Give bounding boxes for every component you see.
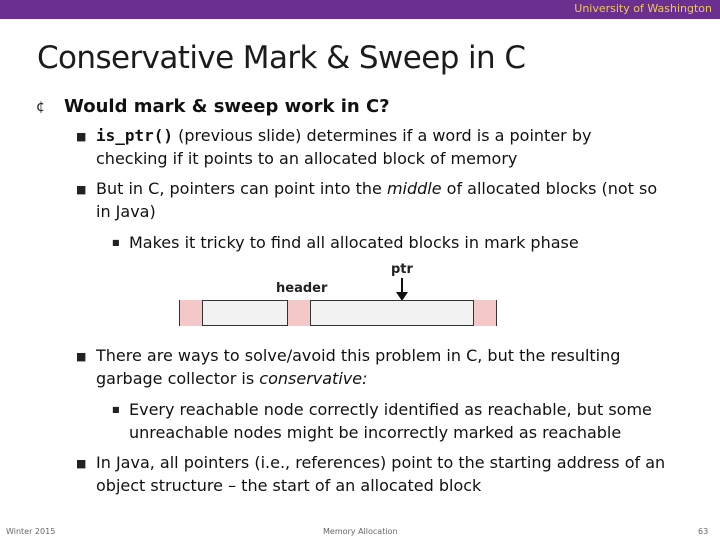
bullet-conservative	[96, 344, 696, 390]
sub-bullet-mark-phase: Makes it tricky to find all allocated blocks in mark phase	[129, 233, 579, 252]
main-bullet-text: Would mark & sweep work in C?	[64, 96, 390, 117]
b4-line1: In Java, all pointers (i.e., references) point to the starting address of an	[96, 453, 666, 472]
small-square-bullet-icon: ■	[112, 405, 120, 414]
page-number: 63	[698, 527, 709, 536]
sub-bullet-reachable	[129, 398, 699, 444]
slide-title: Conservative Mark & Sweep in C	[37, 40, 526, 76]
b3-sub-line1: Every reachable node correctly identified as reachable, but some	[129, 400, 652, 419]
bullet-is-ptr-line2: checking if it points to an allocated block of memory	[96, 149, 518, 168]
block-header-3	[473, 300, 497, 326]
bullet-middle-pointers	[96, 177, 696, 223]
square-bullet-icon: ■	[76, 130, 87, 143]
header-label: header	[276, 281, 328, 296]
pointer-arrow-icon	[392, 278, 412, 302]
b3-sub-line2: unreachable nodes might be incorrectly marked as reachable	[129, 423, 622, 442]
b2-text-b: of allocated blocks (not so	[441, 179, 658, 198]
block-header-2	[287, 300, 311, 326]
ptr-label: ptr	[391, 262, 413, 277]
bullet-java-pointers	[96, 451, 706, 497]
is-ptr-code: is_ptr()	[96, 126, 174, 145]
square-bullet-icon: ■	[76, 183, 87, 196]
square-bullet-icon: ■	[76, 457, 87, 470]
memory-blocks-bar	[179, 300, 497, 326]
footer-term: Winter 2015	[6, 527, 56, 536]
institution-name: University of Washington	[574, 2, 712, 15]
footer-topic: Memory Allocation	[323, 527, 398, 536]
b3-line1: There are ways to solve/avoid this problem in C, but the resulting	[96, 346, 621, 365]
b3-line2-a: garbage collector is	[96, 369, 260, 388]
b4-line2: object structure – the start of an allocated block	[96, 476, 482, 495]
bullet-is-ptr-line1: (previous slide) determines if a word is a pointer by	[173, 126, 592, 145]
circle-bullet-icon: ¢	[36, 99, 45, 115]
square-bullet-icon: ■	[76, 350, 87, 363]
b2-text-a: But in C, pointers can point into the	[96, 179, 387, 198]
b3-line2-em: conservative:	[259, 369, 368, 388]
b2-text-em: middle	[386, 179, 442, 198]
block-header-1	[179, 300, 203, 326]
bullet-is-ptr	[96, 124, 696, 170]
small-square-bullet-icon: ■	[112, 238, 120, 247]
b2-line2: in Java)	[96, 202, 156, 221]
top-banner	[0, 0, 720, 19]
